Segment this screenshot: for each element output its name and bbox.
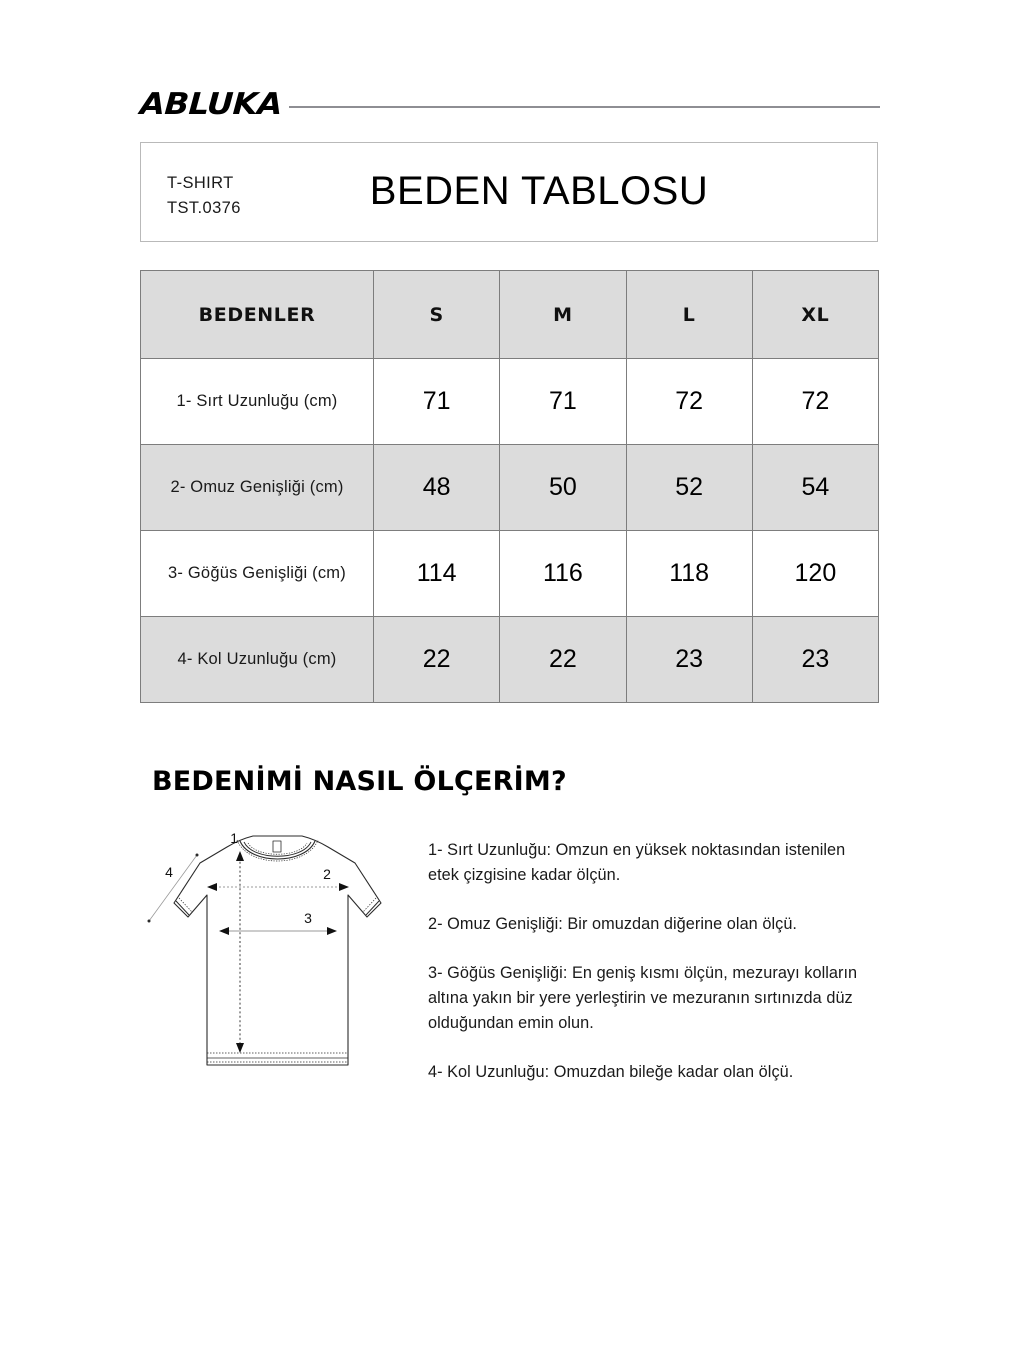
howto-heading: BEDENİMİ NASIL ÖLÇERİM? xyxy=(152,766,567,797)
column-header-m: M xyxy=(500,271,626,359)
cell-value: 118 xyxy=(626,531,752,617)
tshirt-diagram xyxy=(145,825,410,1095)
cell-value: 71 xyxy=(374,359,500,445)
diagram-marker-1: 1 xyxy=(230,830,238,846)
instruction-item-3: 3- Göğüs Genişliği: En geniş kısmı ölçün, mezurayı kolların altına yakın bir yere yerleştirin ve mezuranın sırtınızda düz olduğundan emin olun. xyxy=(428,964,858,1032)
cell-value: 54 xyxy=(752,445,878,531)
table-row xyxy=(141,531,879,617)
instruction-item-4: 4- Kol Uzunluğu: Omuzdan bileğe kadar olan ölçü. xyxy=(428,1063,794,1081)
product-type: T-SHIRT xyxy=(167,174,234,192)
page-title: BEDEN TABLOSU xyxy=(369,169,709,213)
cell-value: 48 xyxy=(374,445,500,531)
diagram-marker-4: 4 xyxy=(165,864,173,880)
table-header-row xyxy=(141,271,879,359)
diagram-marker-3: 3 xyxy=(304,910,312,926)
row-label: 1- Sırt Uzunluğu (cm) xyxy=(141,359,374,445)
cell-value: 114 xyxy=(374,531,500,617)
cell-value: 72 xyxy=(626,359,752,445)
column-header-xl: XL xyxy=(752,271,878,359)
brand-header xyxy=(140,88,880,122)
cell-value: 116 xyxy=(500,531,626,617)
column-header-l: L xyxy=(626,271,752,359)
column-header-bedenler: BEDENLER xyxy=(141,271,374,359)
table-row xyxy=(141,617,879,703)
tshirt-illustration-icon xyxy=(145,825,410,1095)
header-divider-rule xyxy=(289,106,880,108)
instruction-item-2: 2- Omuz Genişliği: Bir omuzdan diğerine olan ölçü. xyxy=(428,915,798,933)
cell-value: 23 xyxy=(752,617,878,703)
row-label: 2- Omuz Genişliği (cm) xyxy=(141,445,374,531)
cell-value: 50 xyxy=(500,445,626,531)
diagram-marker-2: 2 xyxy=(323,866,331,882)
table-row xyxy=(141,445,879,531)
cell-value: 120 xyxy=(752,531,878,617)
table-row xyxy=(141,359,879,445)
cell-value: 72 xyxy=(752,359,878,445)
column-header-s: S xyxy=(374,271,500,359)
cell-value: 23 xyxy=(626,617,752,703)
abluka-logo: ABLUKA xyxy=(139,87,283,122)
cell-value: 52 xyxy=(626,445,752,531)
title-box xyxy=(140,142,878,242)
row-label: 4- Kol Uzunluğu (cm) xyxy=(141,617,374,703)
size-table xyxy=(140,270,879,703)
cell-value: 22 xyxy=(500,617,626,703)
instruction-item-1: 1- Sırt Uzunluğu: Omzun en yüksek noktasından istenilen etek çizgisine kadar ölçün. xyxy=(428,841,846,884)
measurement-instructions xyxy=(428,838,876,1085)
cell-value: 71 xyxy=(500,359,626,445)
cell-value: 22 xyxy=(374,617,500,703)
row-label: 3- Göğüs Genişliği (cm) xyxy=(141,531,374,617)
product-code: TST.0376 xyxy=(167,199,241,217)
